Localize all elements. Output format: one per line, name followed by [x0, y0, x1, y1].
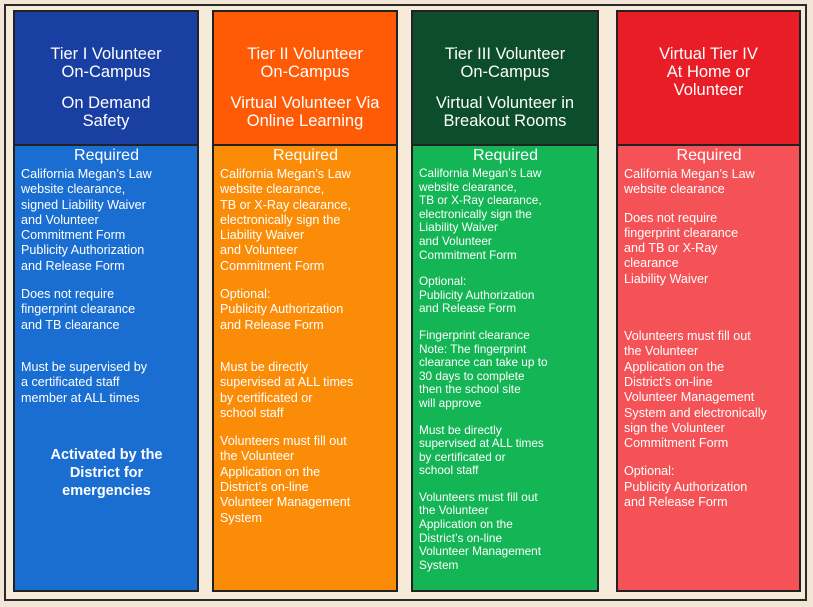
tier-1-title: Tier I Volunteer On-Campus [50, 45, 162, 81]
tier-4-title: Virtual Tier IV At Home or Volunteer [659, 45, 758, 99]
tier-4-column [616, 10, 801, 592]
tier-3-body [413, 146, 597, 590]
tier-1-required-label: Required [74, 147, 139, 164]
tier-4-optional: Optional: Publicity Authorization and Release Form [624, 464, 748, 510]
tier-3-application: Volunteers must fill out the Volunteer Application on the District’s on-line Volunteer Management System [419, 489, 541, 572]
tier-3-title: Tier III Volunteer On-Campus [444, 45, 566, 81]
tier-2-requirements: California Megan’s Law website clearance, TB or X-Ray clearance, electronically sign the Liability Waiver and Volunteer Commitment Form [220, 167, 351, 273]
tier-1-column [13, 10, 199, 592]
tier-2-required-label: Required [273, 147, 338, 164]
tier-2-header [214, 12, 396, 146]
tier-2-optional: Optional: Publicity Authorization and Release Form [220, 287, 344, 332]
tier-2-subtitle: Virtual Volunteer Via Online Learning [230, 94, 380, 130]
tier-1-emphasis: Activated by the District for emergencies [50, 446, 163, 499]
tier-3-column [411, 10, 599, 592]
tier-3-supervision: Must be directly supervised at ALL times by certificated or school staff [419, 422, 544, 478]
tier-2-application: Volunteers must fill out the Volunteer Application on the District’s on-line Volunteer Management System [220, 434, 351, 525]
tier-3-requirements: California Megan’s Law website clearance, TB or X-Ray clearance, electronically sign the Liability Waiver and Volunteer Commitment Form [419, 166, 542, 262]
tier-1-subtitle: On Demand Safety [61, 94, 151, 130]
tier-1-supervision: Must be supervised by a certificated staff member at ALL times [21, 359, 147, 405]
tier-4-header [618, 12, 799, 146]
tier-2-title: Tier II Volunteer On-Campus [247, 45, 363, 81]
tier-4-exemptions: Does not require fingerprint clearance and TB or X-Ray clearance Liability Waiver [624, 210, 739, 286]
tier-2-column [212, 10, 398, 592]
tier-4-required-label: Required [676, 147, 742, 164]
tier-3-header [413, 12, 597, 146]
tier-4-requirements: California Megan’s Law website clearance [624, 167, 755, 197]
tier-1-header [15, 12, 197, 146]
tier-4-application: Volunteers must fill out the Volunteer Application on the District’s on-line Volunteer Management System and electronically sign the Volunteer Commitment Form [624, 329, 767, 451]
tier-4-body [618, 146, 799, 590]
tier-3-required-label: Required [473, 147, 538, 164]
tier-2-body [214, 146, 396, 590]
tier-1-body [15, 146, 197, 590]
tier-1-requirements: California Megan’s Law website clearance, signed Liability Waiver and Volunteer Commitment Form Publicity Authorization and Release Form [21, 167, 152, 273]
tier-2-supervision: Must be directly supervised at ALL times by certificated or school staff [220, 359, 354, 420]
tier-3-optional: Optional: Publicity Authorization and Release Form [419, 274, 535, 316]
tier-3-fingerprint: Fingerprint clearance Note: The fingerprint clearance can take up to 30 days to complete then the school site will approve [419, 327, 548, 410]
tier-3-subtitle: Virtual Volunteer in Breakout Rooms [435, 94, 575, 130]
tier-1-exemptions: Does not require fingerprint clearance and TB clearance [21, 287, 136, 332]
